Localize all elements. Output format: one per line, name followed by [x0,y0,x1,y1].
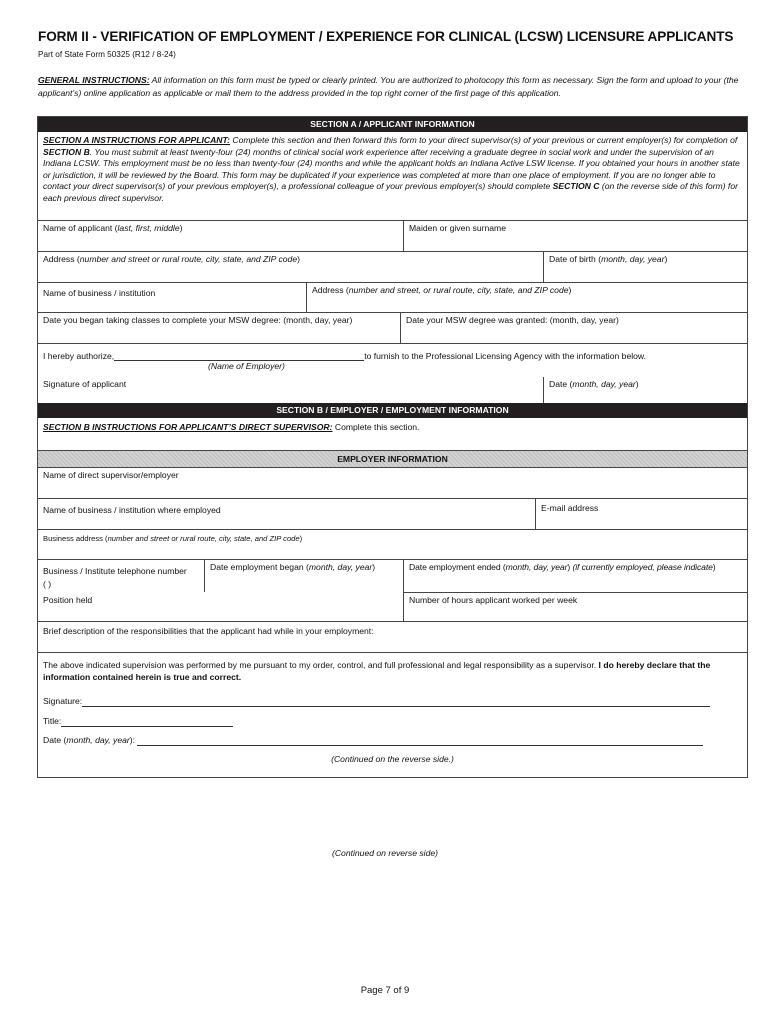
form-table [37,116,748,778]
signature-row [38,377,747,403]
duties-row [38,621,747,652]
business-address-row [38,529,747,559]
date-of-birth-hint: month, day, year [601,254,665,264]
email-field[interactable] [535,499,747,529]
general-instructions-text: All information on this form must be typed or clearly printed. You are authorized to photocopy this form as necessary. Sign the form and upload to your (the applicant’s) online application as applicable or mail them to the address provided in the top right corner of the first page of this application. [38,75,739,98]
authorize-field[interactable] [38,344,747,377]
employer-address-field[interactable]: Business address (number and street or rural route, city, state, and ZIP code) [43,534,303,543]
hours-label: Number of hours applicant worked per week [409,595,578,605]
supervisor-name-field[interactable] [38,468,747,498]
duties-field[interactable] [38,622,747,652]
business-address-hint: number and street, or rural route, city, state, and ZIP code [348,285,569,295]
employer-address-hint: number and street or rural route, city, state, and ZIP code [107,534,300,543]
supervisor-name-label: Name of direct supervisor/employer [43,470,179,480]
phone-area-code: ( ) [43,579,52,589]
phone-dates-row [38,559,747,592]
supervisor-date-line[interactable] [137,735,703,746]
section-b-ref: SECTION B [43,146,90,157]
applicant-date-label: Date ( [549,379,573,389]
employment-ended-label: Date employment ended ( [409,562,506,572]
employer-business-label: Name of business / institution where employed [43,505,221,515]
business-address-label: Address ( [312,285,349,295]
employer-name-hint: (Name of Employer) [208,361,285,371]
section-a-instructions [38,132,747,220]
applicant-address-field[interactable]: Address (number and street or rural route, city, state, and ZIP code) [43,254,300,264]
applicant-address-label: Address ( [43,254,80,264]
supervisor-signature-line[interactable] [82,696,710,707]
supervisor-date-close: ): [129,735,136,745]
declaration-bold: I do hereby declare that the information contained herein is true and correct. [43,660,711,682]
supervisor-date-hint: month, day, year [66,735,130,745]
employer-business-row [38,498,747,529]
employer-name-line[interactable] [114,350,364,361]
applicant-signature-field[interactable] [38,377,543,403]
form-subtitle: Part of State Form 50325 (R12 / 8-24) [38,50,176,59]
msw-granted-field[interactable] [400,313,747,343]
section-a-instructions-text-1: Complete this section and then forward this form to your direct supervisor(s) of your previous or current employer(s) for completion of [230,135,738,145]
position-field[interactable] [38,592,403,621]
applicant-date-field[interactable]: Date (month, day, year) [543,377,747,403]
maiden-name-label: Maiden or given surname [409,223,506,233]
supervisor-date-row [43,734,703,746]
declaration-row [38,652,747,777]
employer-business-field[interactable] [38,499,535,529]
msw-granted-label: Date your MSW degree was granted: (month, day, year) [406,315,619,325]
section-a-instructions-text-3: (on the reverse side of this form) for each previous direct supervisor. [43,181,738,203]
maiden-name-field[interactable] [403,221,747,251]
business-address-field[interactable]: Address (number and street, or rural route, city, state, and ZIP code) [306,283,747,312]
phone-label: Business / Institute telephone number [43,566,187,576]
msw-began-field[interactable] [38,313,400,343]
employment-ended-field[interactable]: Date employment ended (month, day, year) (if currently employed, please indicate) [403,560,747,592]
continued-reverse-footer: (Continued on reverse side) [331,848,439,858]
page-number: Page 7 of 9 [360,985,410,996]
applicant-signature-label: Signature of applicant [43,379,127,389]
position-label: Position held [43,595,93,605]
section-a-instructions-text-2: . You must submit at least twenty-four (24) months of clinical social work experience after receiving a graduate degree in social work and under the supervision of an Indiana LCSW. This employment must be no less than twenty-four (24) months and while the applicant holds an Indiana Active LSW license. If you obtained your hours in another state or jurisdiction, it will be reviewed by the Board. This form may be duplicated if your experience was completed at more than one place of employment. If you are no longer able to contact your direct supervisor(s) of your previous employer(s), a professional colleague of your previous employer(s) should complete [43,146,740,191]
duties-label: Brief description of the responsibilities that the applicant had while in your employment: [43,626,374,636]
supervisor-title-line[interactable] [61,716,233,727]
authorize-text: to furnish to the Professional Licensing Agency with the information below. [364,351,647,361]
date-of-birth-label: Date of birth ( [549,254,602,264]
applicant-name-hint: last, first, middle [117,223,180,233]
declaration-text: The above indicated supervision was performed by me pursuant to my order, control, and full professional and legal responsibility as a supervisor. [43,660,599,670]
msw-began-label: Date you began taking classes to complete your MSW degree: (month, day, year) [43,315,353,325]
applicant-name-label: Name of applicant ( [43,223,118,233]
applicant-address-row [38,251,747,282]
section-b-instructions [38,418,747,450]
applicant-name-field[interactable]: Name of applicant (last, first, middle) [43,223,183,233]
date-of-birth-field[interactable]: Date of birth (month, day, year) [543,252,747,282]
supervisor-signature-label: Signature: [43,696,83,706]
email-label: E-mail address [541,503,599,513]
applicant-address-hint: number and street or rural route, city, state, and ZIP code [79,254,298,264]
business-row [38,282,747,312]
general-instructions [38,74,750,100]
employer-information-header: EMPLOYER INFORMATION [38,450,747,468]
employment-began-hint: month, day, year [308,562,373,572]
general-instructions-label: GENERAL INSTRUCTIONS: [38,75,150,85]
authorize-label: I hereby authorize, [43,351,115,361]
supervisor-signature-row [43,695,710,707]
supervisor-row [38,468,747,498]
section-a-header: SECTION A / APPLICANT INFORMATION [38,117,747,132]
employment-began-label: Date employment began ( [210,562,309,572]
supervisor-title-row [43,715,233,727]
employment-ended-hint: month, day, year [505,562,568,572]
section-c-ref: SECTION C [552,181,600,191]
form-title: FORM II - VERIFICATION OF EMPLOYMENT / EXPERIENCE FOR CLINICAL (LCSW) LICENSURE APPLICANTS [38,29,734,44]
continued-reverse-note: (Continued on the reverse side.) [331,754,454,764]
authorize-row [38,343,747,377]
section-b-instructions-text: Complete this section. [332,422,420,432]
supervisor-date-label: Date ( [43,735,67,745]
applicant-name-row [38,220,747,251]
msw-row [38,312,747,343]
employer-address-label: Business address ( [43,534,108,543]
business-name-field[interactable] [38,283,306,312]
declaration-block [38,653,747,777]
hours-field[interactable] [403,592,747,621]
business-name-label: Name of business / institution [43,288,156,298]
applicant-date-hint: month, day, year [572,379,636,389]
phone-field[interactable] [38,560,204,592]
employment-began-field[interactable]: Date employment began (month, day, year) [204,560,403,592]
section-b-instructions-label: SECTION B INSTRUCTIONS FOR APPLICANT’S DIRECT SUPERVISOR: [43,422,333,432]
position-row [38,592,747,621]
employment-ended-note: (if currently employed, please indicate [572,562,713,572]
section-b-header: SECTION B / EMPLOYER / EMPLOYMENT INFORMATION [38,403,747,418]
supervisor-title-label: Title: [43,716,62,726]
section-a-instructions-label: SECTION A INSTRUCTIONS FOR APPLICANT: [43,135,230,145]
